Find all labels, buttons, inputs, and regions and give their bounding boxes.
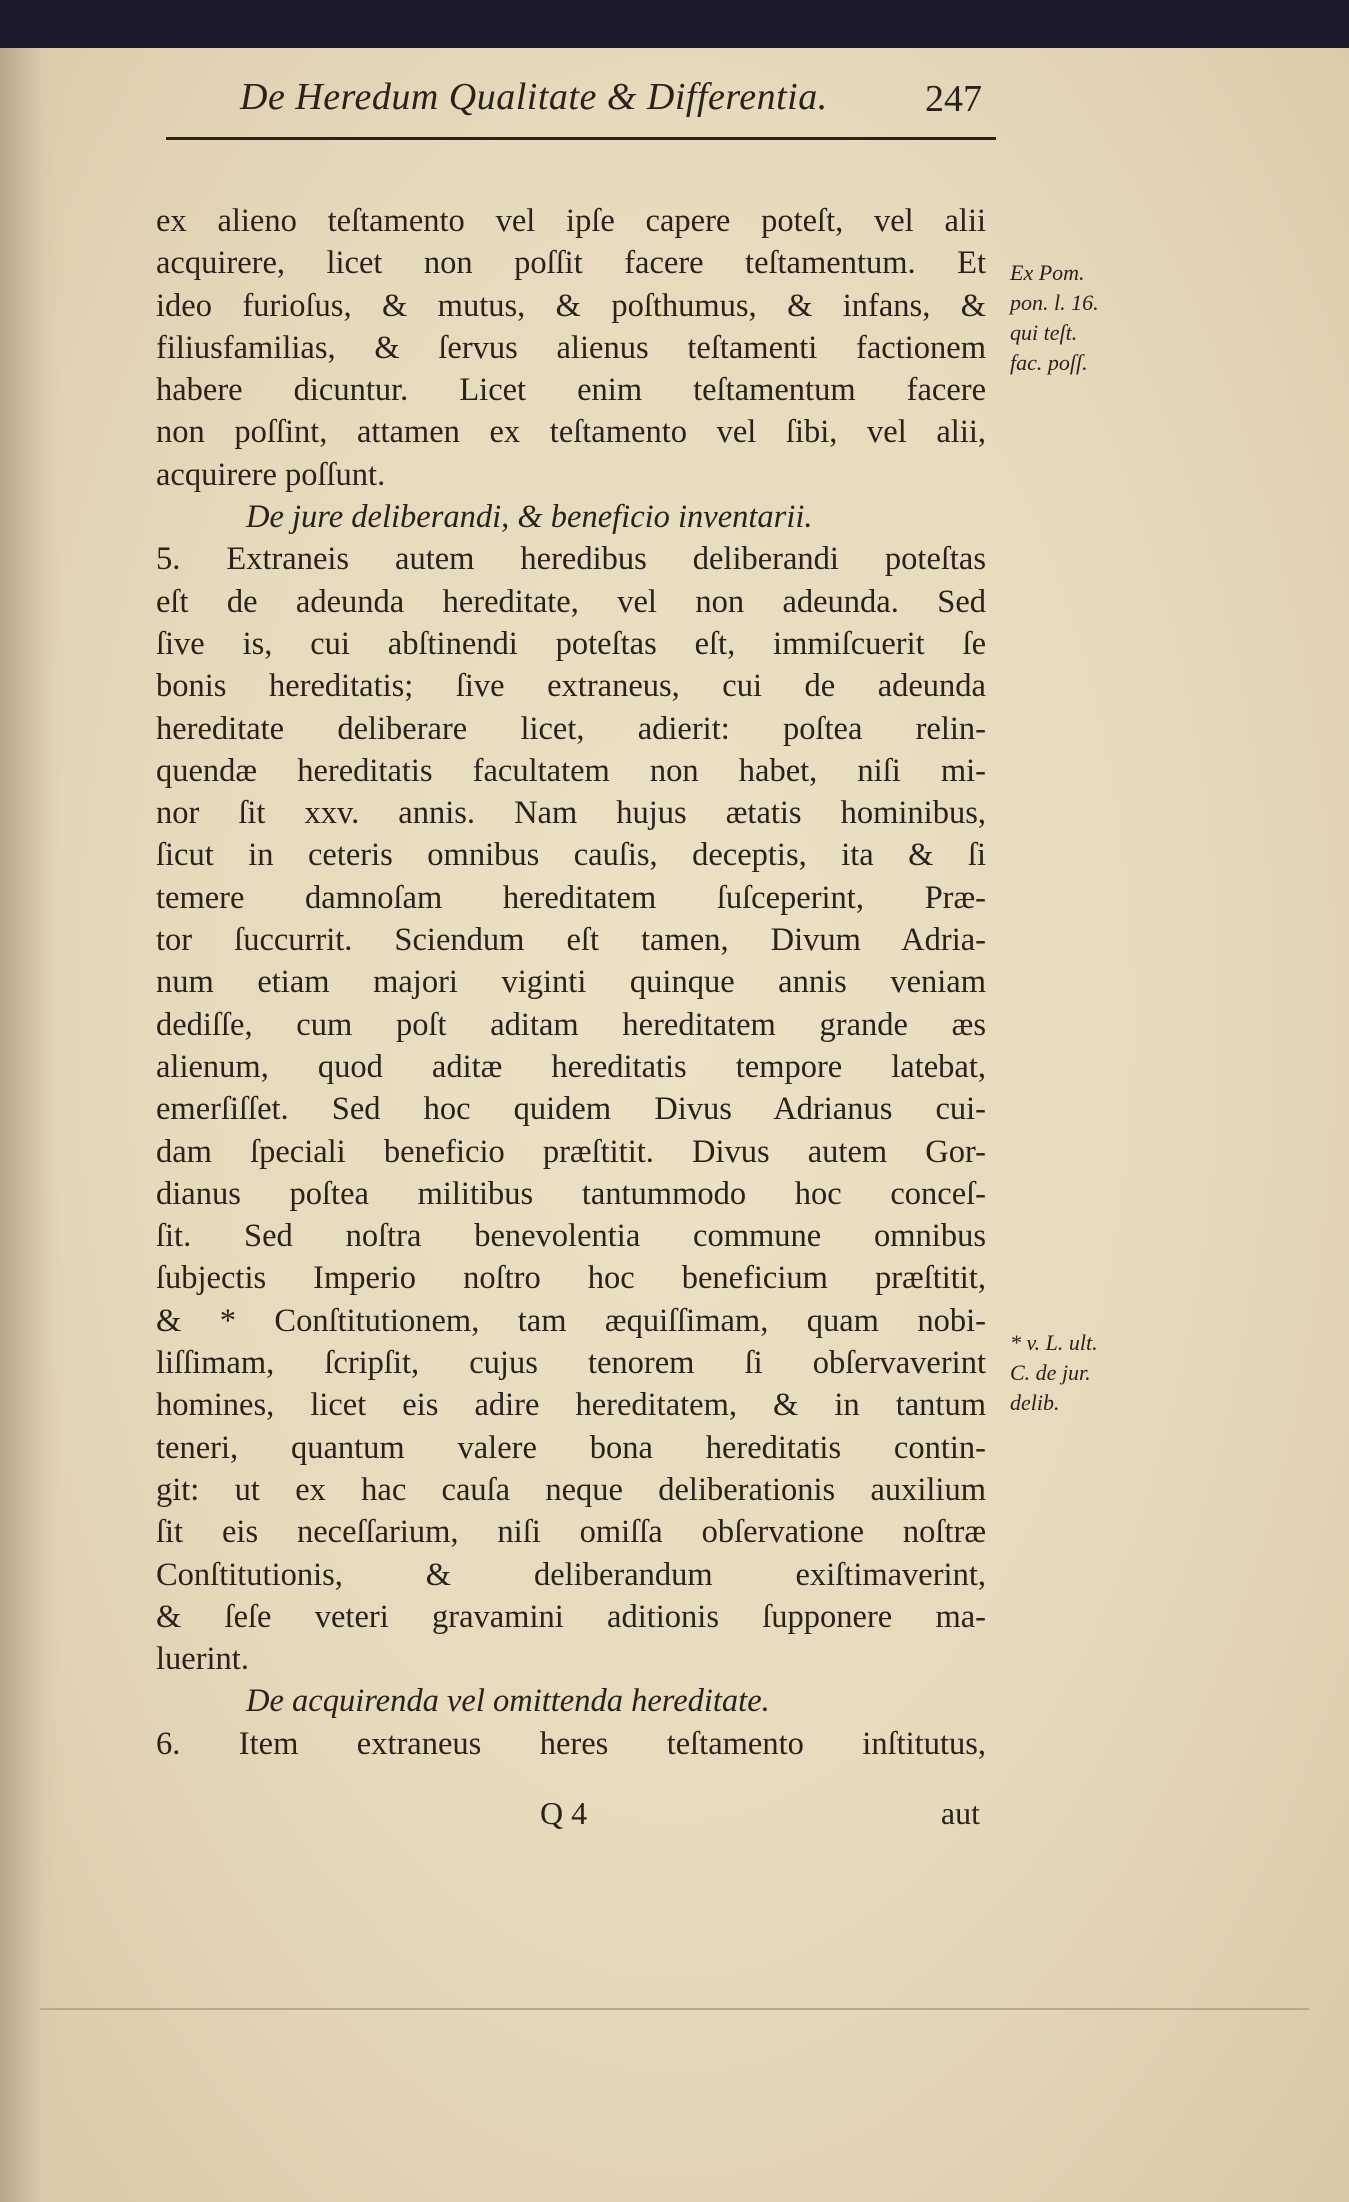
text-line: ideo furioſus, & mutus, & poſthumus, & infans, & <box>156 287 986 324</box>
text-line: dediſſe, cum poſt aditam hereditatem grande æs <box>156 1006 986 1043</box>
catchword: aut <box>940 1795 980 1831</box>
text-line: acquirere poſſunt. <box>156 456 386 493</box>
running-title: De Heredum Qualitate & Differentia. <box>240 76 828 118</box>
header-rule <box>166 137 996 140</box>
text-line: git: ut ex hac cauſa neque deliberationis auxilium <box>156 1471 986 1508</box>
text-line: temere damnoſam hereditatem ſuſceperint, Præ- <box>156 879 986 916</box>
text-line: dianus poſtea militibus tantummodo hoc conceſ- <box>156 1175 986 1212</box>
text-line: & * Conſtitutionem, tam æquiſſimam, quam nobi- <box>156 1302 986 1339</box>
text-line: ſit. Sed noſtra benevolentia commune omnibus <box>156 1218 986 1255</box>
page-header <box>240 75 1010 135</box>
section-heading: De acquirenda vel omittenda hereditate. <box>246 1683 770 1720</box>
page-number: 247 <box>925 78 982 120</box>
margin-note-line: * v. L. ult. <box>1010 1330 1098 1355</box>
text-line: ex alieno teſtamento vel ipſe capere poteſt, vel alii <box>156 203 986 239</box>
text-line: bonis hereditatis; ſive extraneus, cui de adeunda <box>156 668 986 705</box>
text-line: Conſtitutionis, & deliberandum exiſtimaverint, <box>156 1556 986 1593</box>
margin-note-line: C. de jur. <box>1010 1360 1091 1385</box>
text-line: ſicut in ceteris omnibus cauſis, deceptis, ita & ſi <box>156 837 986 874</box>
margin-note-line: fac. poſſ. <box>1010 350 1088 375</box>
text-line: hereditate deliberare licet, adierit: poſtea relin- <box>156 710 986 747</box>
main-text <box>156 200 986 1765</box>
margin-note-line: qui teſt. <box>1010 320 1078 345</box>
margin-note-line: delib. <box>1010 1390 1060 1415</box>
text-line: homines, licet eis adire hereditatem, & in tantum <box>156 1387 986 1424</box>
text-line: non poſſint, attamen ex teſtamento vel ſibi, vel alii, <box>156 414 986 451</box>
page-crease-line <box>40 2008 1309 2010</box>
text-line: filiusfamilias, & ſervus alienus teſtamenti factionem <box>156 329 986 366</box>
text-line: ſubjectis Imperio noſtro hoc beneficium præſtitit, <box>156 1260 986 1297</box>
margin-note-line: Ex Pom. <box>1010 260 1085 285</box>
text-line: ſive is, cui abſtinendi poteſtas eſt, immiſcuerit ſe <box>156 625 986 662</box>
text-line: luerint. <box>156 1641 249 1678</box>
text-line: 5. Extraneis autem heredibus deliberandi poteſtas <box>156 541 986 578</box>
margin-note-line: pon. l. 16. <box>1010 290 1099 315</box>
text-line: teneri, quantum valere bona hereditatis contin- <box>156 1429 986 1466</box>
page-gutter <box>0 48 60 2202</box>
section-heading: De jure deliberandi, & beneficio inventarii. <box>246 499 813 536</box>
text-line: nor ſit xxv. annis. Nam hujus ætatis hominibus, <box>156 795 986 832</box>
text-line: 6. Item extraneus heres teſtamento inſtitutus, <box>156 1725 986 1762</box>
text-line: ſit eis neceſſarium, niſi omiſſa obſervatione noſtræ <box>156 1514 986 1551</box>
text-line: quendæ hereditatis facultatem non habet, niſi mi- <box>156 752 986 789</box>
text-line: dam ſpeciali beneficio præſtitit. Divus autem Gor- <box>156 1133 986 1170</box>
text-line: tor ſuccurrit. Sciendum eſt tamen, Divum Adria- <box>156 922 986 959</box>
text-line: eſt de adeunda hereditate, vel non adeunda. Sed <box>156 583 986 620</box>
margin-note-code-reference <box>1010 1328 1098 1418</box>
page-footer <box>540 1795 980 1845</box>
text-line: num etiam majori viginti quinque annis veniam <box>156 964 986 1001</box>
text-line: & ſeſe veteri gravamini aditionis ſupponere ma- <box>156 1598 986 1635</box>
text-line: alienum, quod aditæ hereditatis tempore latebat, <box>156 1048 986 1085</box>
text-line: emerſiſſet. Sed hoc quidem Divus Adrianus cui- <box>156 1091 986 1128</box>
margin-note-pomponius <box>1010 258 1099 378</box>
text-line: acquirere, licet non poſſit facere teſtamentum. Et <box>156 245 986 282</box>
text-line: liſſimam, ſcripſit, cujus tenorem ſi obſervaverint <box>156 1345 986 1382</box>
text-line: habere dicuntur. Licet enim teſtamentum facere <box>156 372 986 409</box>
signature-mark: Q 4 <box>540 1795 588 1831</box>
